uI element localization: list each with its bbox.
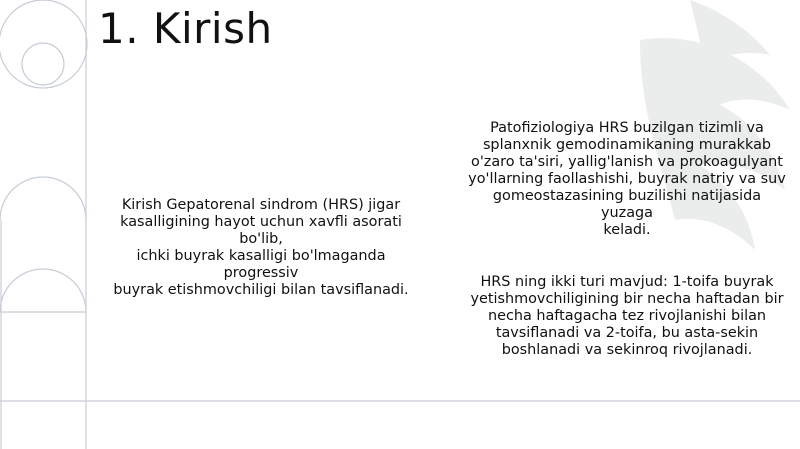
types-line: HRS ning ikki turi mavjud: 1-toifa buyrak [480,274,774,290]
deco-circle-small [22,43,64,85]
pathophysiology-line: gomeostazasining buzilishi natijasida yuzaga [492,188,762,221]
intro-line: ichki buyrak kasalligi bo'lmaganda progressiv [136,248,386,281]
pathophysiology-line: keladi. [603,222,651,238]
deco-arc-1 [0,177,86,220]
types-paragraph [466,274,788,359]
pathophysiology-line: yo'llarning faollashishi, buyrak natriy va suv [468,171,786,187]
types-line: boshlanadi va sekinroq rivojlanadi. [501,342,753,358]
slide-title: 1. Kirish [98,4,273,53]
deco-circle-large [0,0,87,88]
types-line: yetishmovchiligining bir necha haftadan bir [470,291,784,307]
intro-line: buyrak etishmovchiligi bilan tavsiflanadi. [113,282,409,298]
types-line: tavsiflanadi va 2-toifa, bu asta-sekin [495,325,759,341]
intro-line: kasalligining hayot uchun xavfli asorati bo'lib, [120,214,402,247]
intro-line: Kirish Gepatorenal sindrom (HRS) jigar [121,197,401,213]
intro-paragraph [98,197,424,299]
deco-arc-2 [0,269,86,312]
pathophysiology-line: o'zaro ta'siri, yallig'lanish va prokoagulyant [471,154,783,170]
pathophysiology-paragraph [466,120,788,239]
pathophysiology-line: splanxnik gemodinamikaning murakkab [482,137,772,153]
pathophysiology-line: Patofiziologiya HRS buzilgan tizimli va [490,120,764,136]
types-line: necha haftagacha tez rivojlanishi bilan [487,308,767,324]
